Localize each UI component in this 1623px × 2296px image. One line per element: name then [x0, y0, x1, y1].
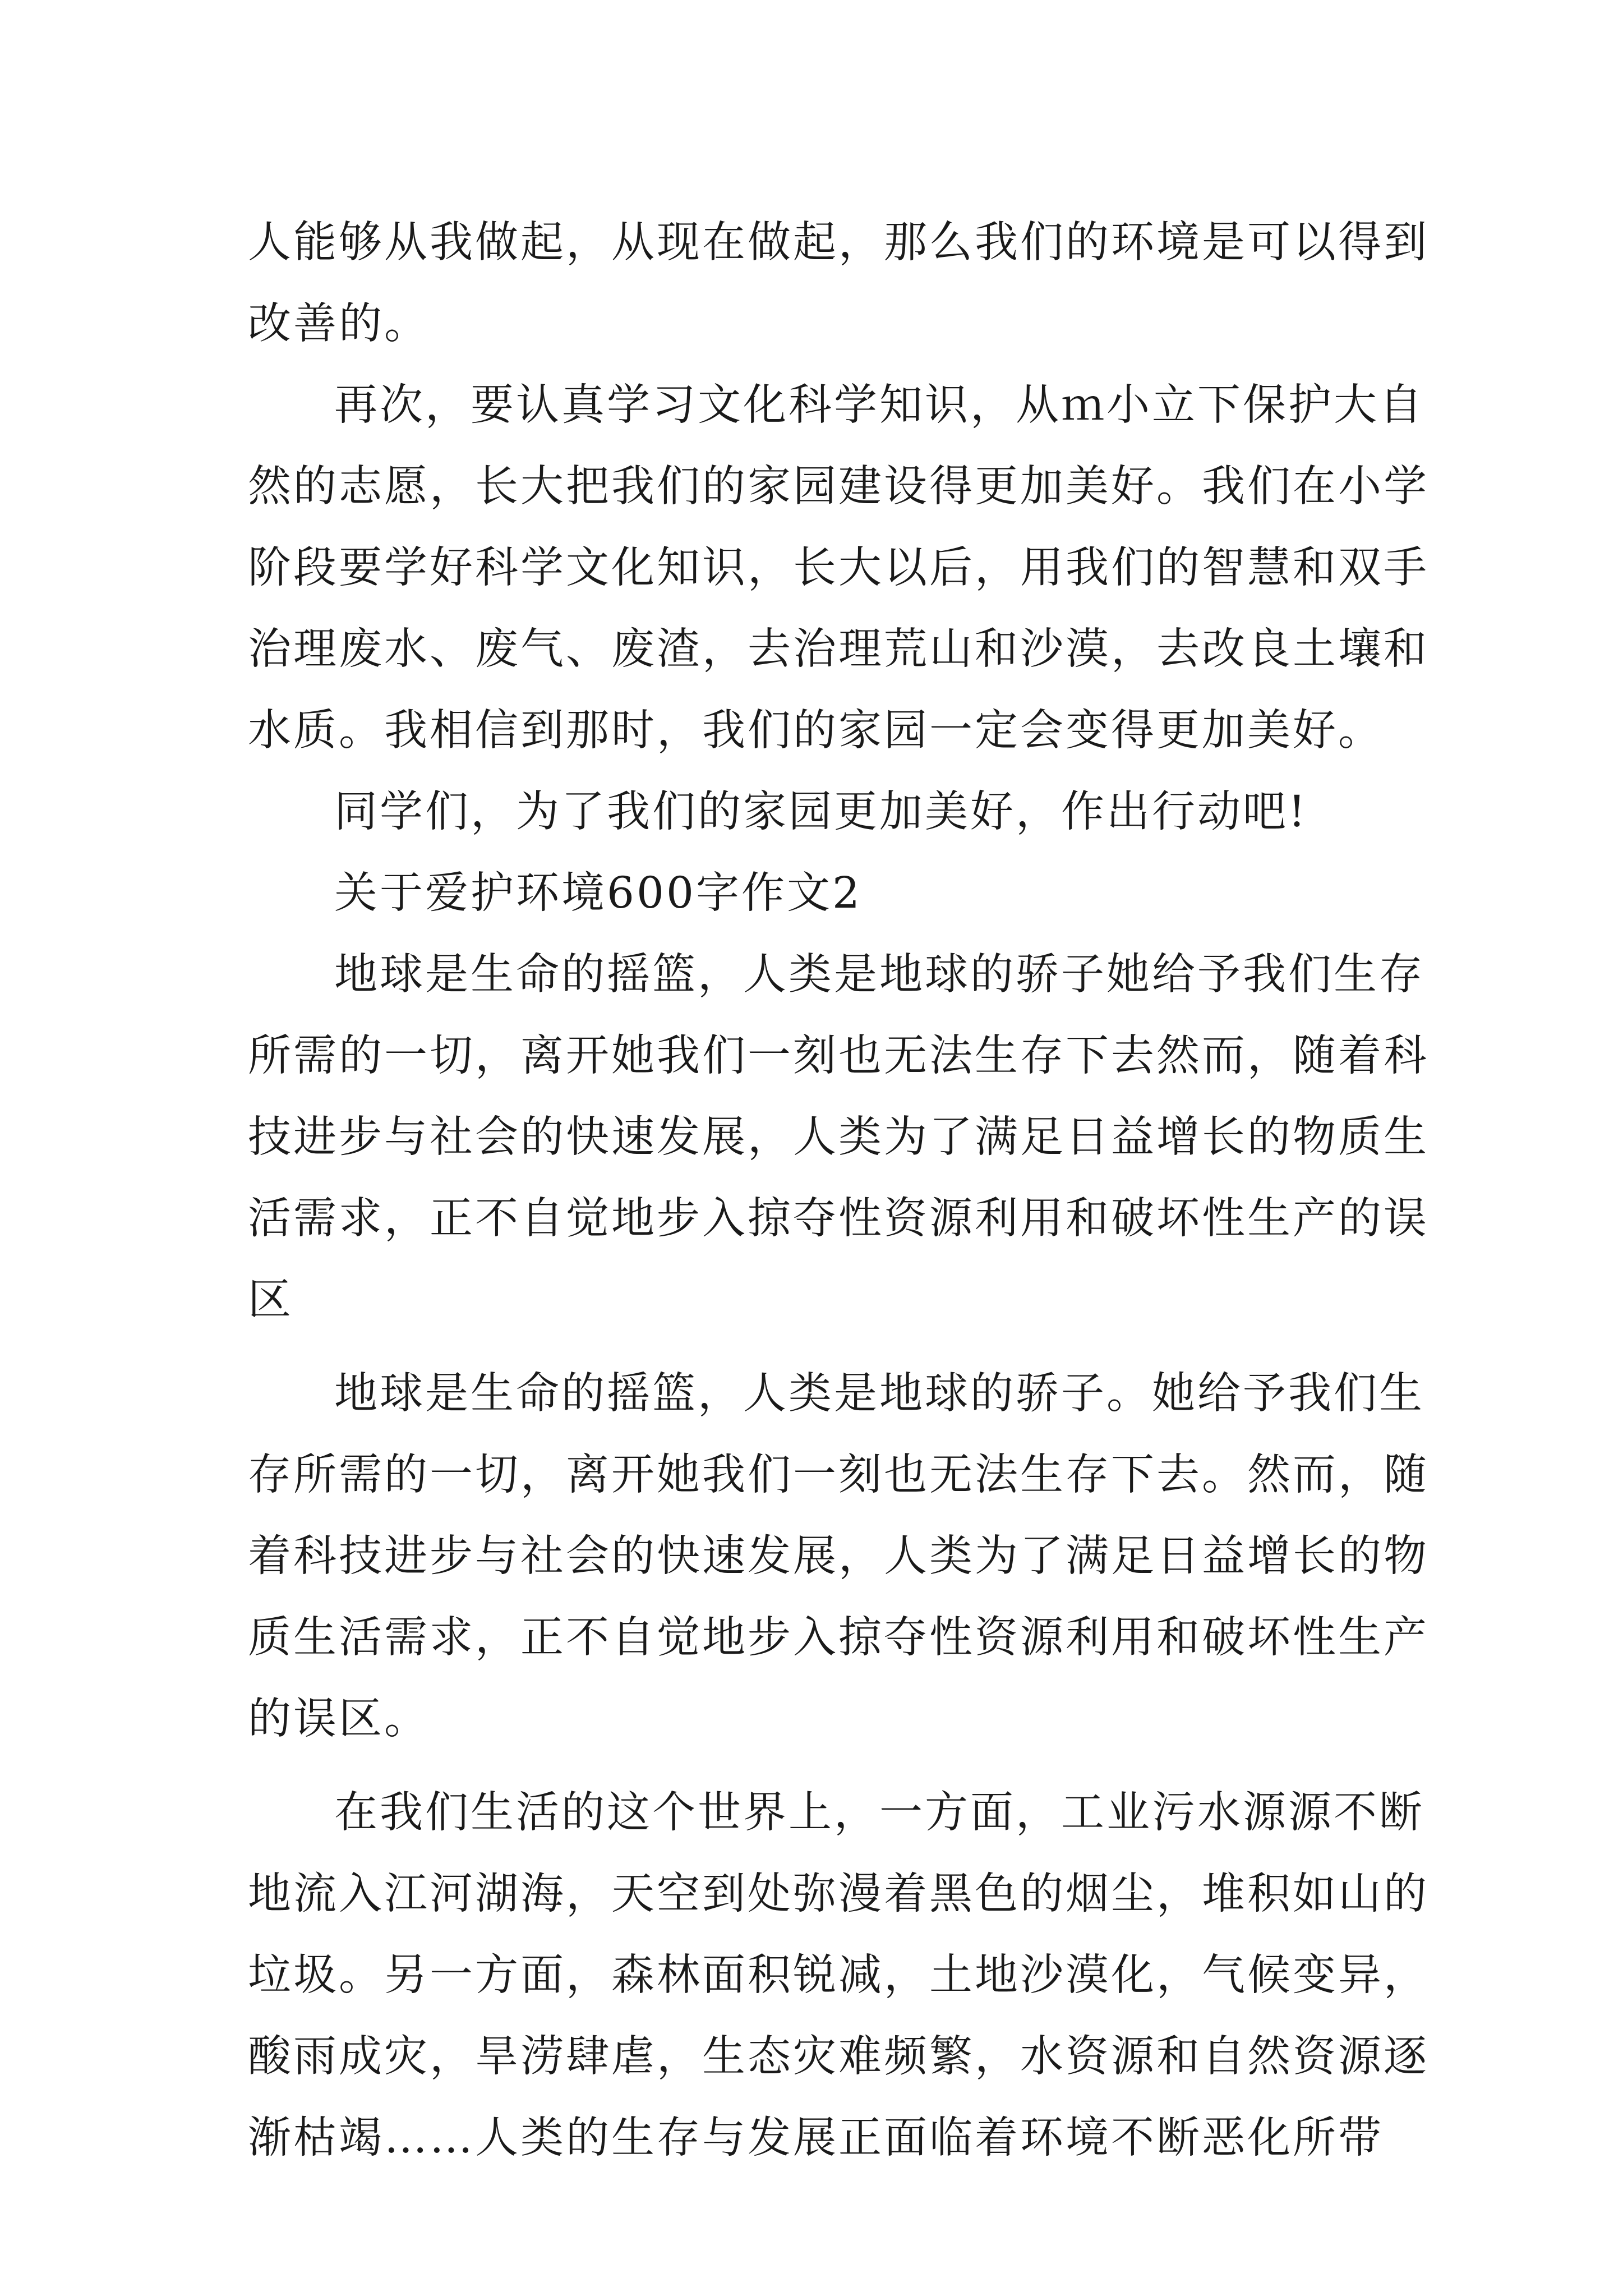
- paragraph-start-line: 同学们，为了我们的家园更加美好，作出行动吧!: [334, 787, 1308, 837]
- text-line: 技进步与社会的快速发展，人类为了满足日益增长的物质生: [248, 1112, 1429, 1162]
- paragraph-start-line: 再次，要认真学习文化科学知识，从ｍ小立下保护大自: [334, 380, 1424, 430]
- text-line: 存所需的一切，离开她我们一刻也无法生存下去。然而，随: [248, 1450, 1429, 1500]
- essay-title: 关于爱护环境600字作文2: [334, 868, 862, 918]
- text-line: 改善的。: [248, 299, 430, 349]
- essay-body: [248, 202, 1429, 2179]
- text-line: 质生活需求，正不自觉地步入掠夺性资源利用和破坏性生产: [248, 1613, 1429, 1663]
- text-line: 垃圾。另一方面，森林面积锐减，土地沙漠化，气候变异，: [248, 1950, 1429, 2000]
- text-line: 治理废水、废气、废渣，去治理荒山和沙漠，去改良土壤和: [248, 624, 1429, 674]
- text-line: 地流入江河湖海，天空到处弥漫着黑色的烟尘，堆积如山的: [248, 1869, 1429, 1919]
- text-line: 然的志愿，长大把我们的家园建设得更加美好。我们在小学: [248, 462, 1429, 512]
- paragraph-start-line: 地球是生命的摇篮，人类是地球的骄子。她给予我们生: [334, 1369, 1424, 1419]
- text-line: 着科技进步与社会的快速发展，人类为了满足日益增长的物: [248, 1531, 1429, 1581]
- text-line: 所需的一切，离开她我们一刻也无法生存下去然而，随着科: [248, 1031, 1429, 1081]
- text-line: 活需求，正不自觉地步入掠夺性资源利用和破坏性生产的误: [248, 1194, 1429, 1244]
- paragraph-start-line: 在我们生活的这个世界上，一方面，工业污水源源不断: [334, 1788, 1424, 1838]
- text-line: 人能够从我做起，从现在做起，那么我们的环境是可以得到: [248, 218, 1429, 268]
- text-line: 水质。我相信到那时，我们的家园一定会变得更加美好。: [248, 706, 1384, 756]
- paragraph-start-line: 地球是生命的摇篮，人类是地球的骄子她给予我们生存: [334, 950, 1424, 1000]
- text-line: 渐枯竭……人类的生存与发展正面临着环境不断恶化所带: [248, 2113, 1384, 2163]
- text-line: 区: [248, 1275, 293, 1325]
- text-line: 酸雨成灾，旱涝肆虐，生态灾难频繁，水资源和自然资源逐: [248, 2032, 1429, 2082]
- text-line: 的误区。: [248, 1694, 430, 1744]
- text-line: 阶段要学好科学文化知识，长大以后，用我们的智慧和双手: [248, 543, 1429, 593]
